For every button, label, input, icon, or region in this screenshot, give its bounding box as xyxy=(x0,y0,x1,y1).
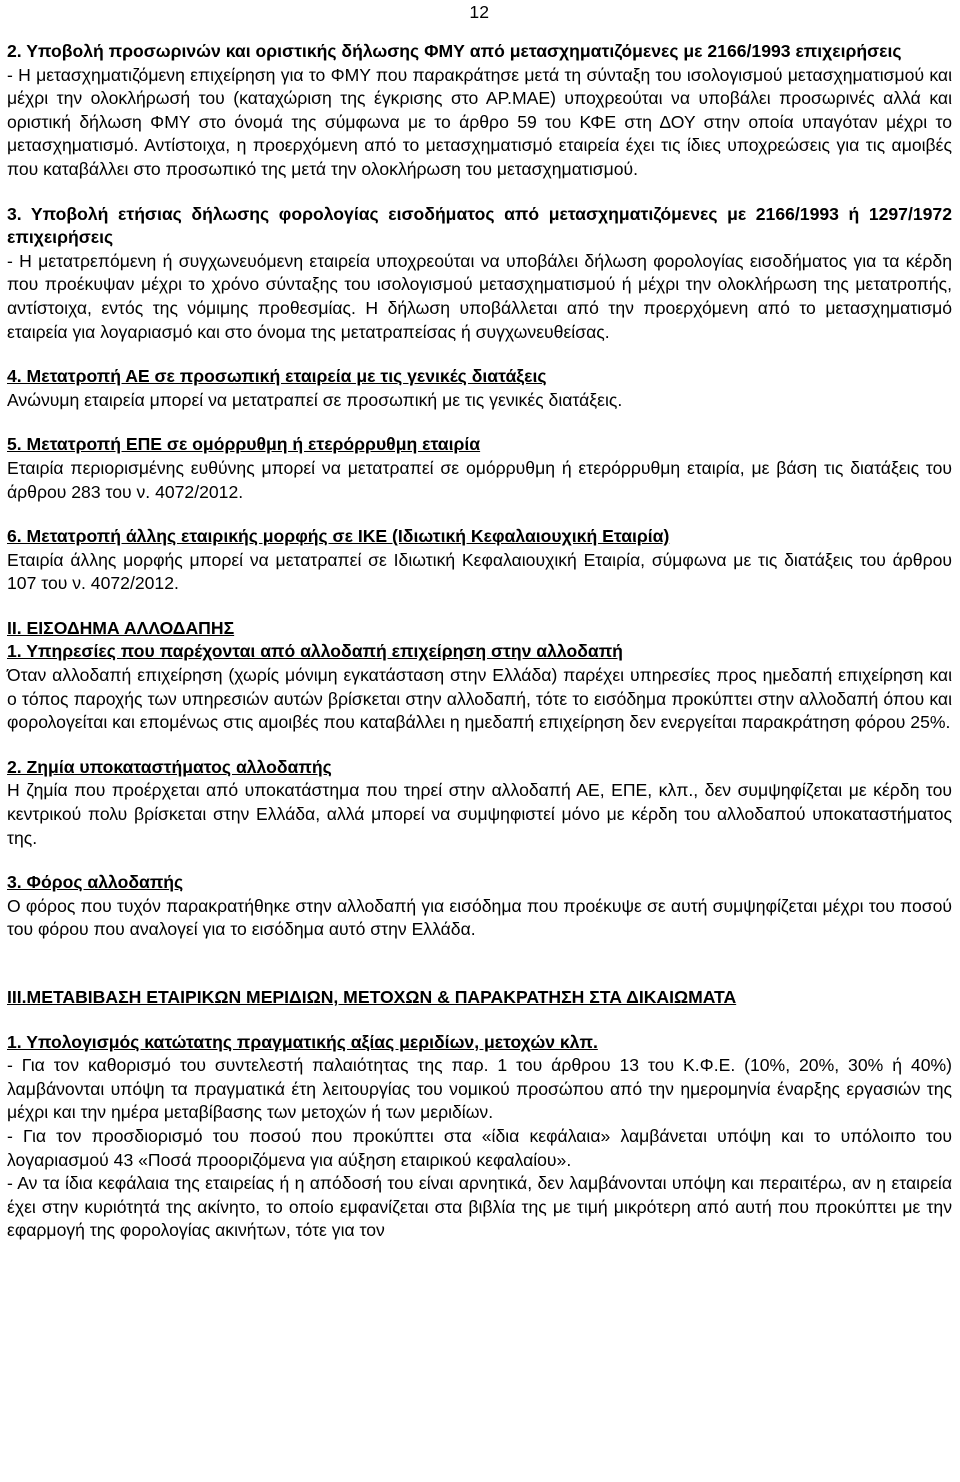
paragraph-iii-1-c: - Αν τα ίδια κεφάλαια της εταιρείας ή η απόδοσή του είναι αρνητικά, δεν λαμβάνονται υπόψη και περαιτέρω, αν η εταιρεία έχει στην κυριότητά της ακίνητο, το οποίο εμφανίζεται στα βιβλία της με τιμή μικρότερη από αυτή που προκύπτει με την εφαρμογή της φορολογίας ακινήτων, τότε για τον xyxy=(7,1173,952,1241)
heading-section-6: 6. Μετατροπή άλλης εταιρικής μορφής σε ΙΚΕ (Ιδιωτική Κεφαλαιουχική Εταιρία) xyxy=(7,526,670,547)
paragraph-section-3: - Η μετατρεπόμενη ή συγχωνευόμενη εταιρεία υποχρεούται να υποβάλει δήλωση φορολογίας εισοδήματος για τα κέρδη που προέκυψαν μέχρι το χρόνο σύνταξης του ισολογισμού μετασχηματισμού ή μέχρι την ολοκλήρωση της μετατροπής, αντίστοιχα, εντός της νόμιμης προθεσμίας. Η δήλωση υποβάλλεται από την προερχόμενη από το μετασχηματισμό εταιρεία για λογαριασμό και στο όνομα της μετατραπείσας ή συγχωνευθείσας. xyxy=(7,250,952,342)
spacer xyxy=(7,412,952,433)
heading-section-4: 4. Μετατροπή ΑΕ σε προσωπική εταιρεία με τις γενικές διατάξεις xyxy=(7,366,547,387)
spacer xyxy=(7,344,952,365)
paragraph-section-2: - Η μετασχηματιζόμενη επιχείρηση για το ΦΜΥ που παρακράτησε μετά τη σύνταξη του ισολογισμού μετασχηματισμού και μέχρι την ολοκλήρωσή του (καταχώριση της έγκρισης στο ΑΡ.ΜΑΕ) υποχρεούται να υποβάλει προσωρινές αλλά και οριστική δήλωση ΦΜΥ στο όνομά της σύμφωνα με το άρθρο 59 του ΚΦΕ στη ΔΟΥ στην οποία υπαγόταν μέχρι το μετασχηματισμό. Αντίστοιχα, η προερχόμενη από το μετασχηματισμό εταιρεία έχει τις ίδιες υποχρεώσεις για τις αμοιβές που καταβάλλει στο προσωπικό της μετά την ολοκλήρωση του μετασχηματισμού. xyxy=(7,64,952,179)
heading-section-3: 3. Υποβολή ετήσιας δήλωσης φορολογίας εισοδήματος από μετασχηματιζόμενες με 2166/1993 ή 1297/1972 επιχειρήσεις xyxy=(7,203,952,248)
spacer xyxy=(7,1010,952,1031)
spacer xyxy=(7,504,952,525)
heading-iii-1: 1. Υπολογισμός κατώτατης πραγματικής αξίας μεριδίων, μετοχών κλπ. xyxy=(7,1031,598,1052)
paragraph-section-5: Εταιρία περιορισμένης ευθύνης μπορεί να μετατραπεί σε ομόρρυθμη ή ετερόρρυθμη εταιρία, με βάση τις διατάξεις του άρθρου 283 του ν. 4072/2012. xyxy=(7,457,952,502)
heading-ii-2: 2. Ζημία υποκαταστήματος αλλοδαπής xyxy=(7,756,332,777)
heading-chapter-ii: ΙΙ. ΕΙΣΟΔΗΜΑ ΑΛΛΟΔΑΠΗΣ xyxy=(7,617,235,638)
heading-section-2: 2. Υποβολή προσωρινών και οριστικής δήλωσης ΦΜΥ από μετασχηματιζόμενες με 2166/1993 επιχειρήσεις xyxy=(7,41,902,61)
paragraph-ii-1: Όταν αλλοδαπή επιχείρηση (χωρίς μόνιμη εγκατάσταση στην Ελλάδα) παρέχει υπηρεσίες προς ημεδαπή επιχείρηση και ο τόπος παροχής των υπηρεσιών αυτών βρίσκεται στην αλλοδαπή, τότε το εισόδημα προκύπτει στην αλλοδαπή όπου και φορολογείται και επομένως στις αμοιβές που καταβάλλει η ημεδαπή επιχείρηση δεν ενεργείται παρακράτηση φόρου 25%. xyxy=(7,665,952,733)
spacer xyxy=(7,850,952,871)
paragraph-ii-2: Η ζημία που προέρχεται από υποκατάστημα που τηρεί στην αλλοδαπή ΑΕ, ΕΠΕ, κλπ., δεν συμψηφίζεται με κέρδη του κεντρικού πολυ βρίσκεται στην Ελλάδα, αλλά μπορεί να συμψηφιστεί μόνο με κέρδη του αλλοδαπού υποκαταστήματος της. xyxy=(7,780,952,848)
spacer xyxy=(7,735,952,756)
paragraph-iii-1-b: - Για τον προσδιορισμό του ποσού που προκύπτει στα «ίδια κεφάλαια» λαμβάνεται υπόψη και το υπόλοιπο του λογαριασμού 43 «Ποσά προοριζόμενα για αύξηση εταιρικού κεφαλαίου». xyxy=(7,1125,952,1170)
heading-ii-3: 3. Φόρος αλλοδαπής xyxy=(7,872,184,893)
spacer xyxy=(7,596,952,617)
paragraph-section-4: Ανώνυμη εταιρεία μπορεί να μετατραπεί σε προσωπική με τις γενικές διατάξεις. xyxy=(7,389,623,410)
page-number: 12 xyxy=(469,2,489,22)
paragraph-iii-1-a: - Για τον καθορισμό του συντελεστή παλαιότητας της παρ. 1 του άρθρου 13 του Κ.Φ.Ε. (10%, 20%, 30% ή 40%) λαμβάνονται υπόψη τα πραγματικά έτη λειτουργίας του νομικού προσώπου από την ημερομηνία έναρξης εργασιών της μέχρι και την ημέρα μεταβίβασης των μετοχών ή των μεριδίων. xyxy=(7,1055,952,1123)
document-body xyxy=(7,40,952,1243)
paragraph-ii-3: Ο φόρος που τυχόν παρακρατήθηκε στην αλλοδαπή για εισόδημα που προέκυψε σε αυτή συμψηφίζεται μέχρι του ποσού του φόρου που αναλογεί για το εισόδημα αυτό στην Ελλάδα. xyxy=(7,895,952,940)
heading-ii-1: 1. Υπηρεσίες που παρέχονται από αλλοδαπή επιχείρηση στην αλλοδαπή xyxy=(7,641,623,662)
heading-chapter-iii: ΙΙΙ.ΜΕΤΑΒΙΒΑΣΗ ΕΤΑΙΡΙΚΩΝ ΜΕΡΙΔΙΩΝ, ΜΕΤΟΧΩΝ & ΠΑΡΑΚΡΑΤΗΣΗ ΣΤΑ ΔΙΚΑΙΩΜΑΤΑ xyxy=(7,987,737,1007)
spacer xyxy=(7,182,952,203)
spacer xyxy=(7,942,952,986)
paragraph-section-6: Εταιρία άλλης μορφής μπορεί να μετατραπεί σε Ιδιωτική Κεφαλαιουχική Εταιρία, σύμφωνα με τις διατάξεις του άρθρου 107 του ν. 4072/2012. xyxy=(7,549,952,594)
heading-section-5: 5. Μετατροπή ΕΠΕ σε ομόρρυθμη ή ετερόρρυθμη εταιρία xyxy=(7,434,481,455)
